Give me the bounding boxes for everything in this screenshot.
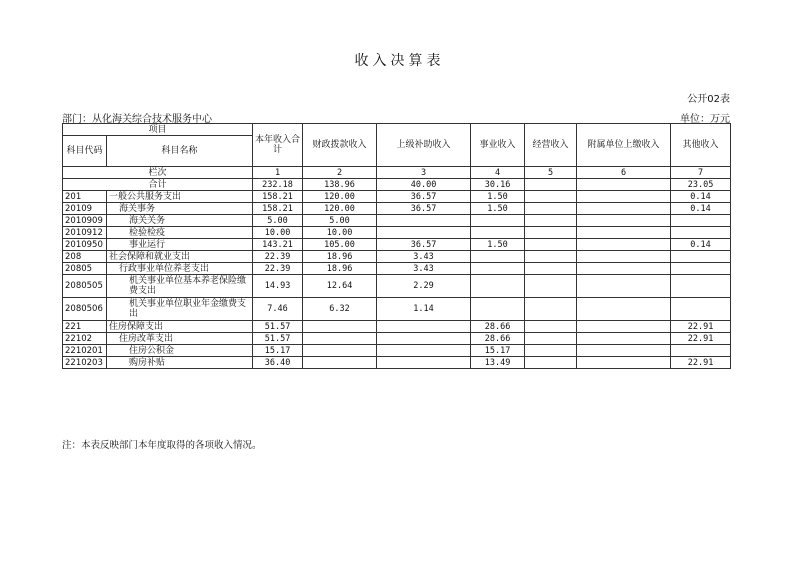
subject-name: 行政事业单位养老支出 xyxy=(107,263,253,275)
total-value xyxy=(577,179,671,191)
amount-cell: 22.91 xyxy=(671,357,731,369)
amount-cell: 12.64 xyxy=(303,275,377,298)
header-code: 科目代码 xyxy=(63,136,107,167)
subject-name: 机关事业单位基本养老保险缴费支出 xyxy=(107,275,253,298)
column-number: 6 xyxy=(577,167,671,179)
header-project: 项目 xyxy=(63,124,253,136)
amount-cell: 10.00 xyxy=(303,227,377,239)
amount-cell xyxy=(577,191,671,203)
amount-cell: 105.00 xyxy=(303,239,377,251)
total-value: 40.00 xyxy=(377,179,471,191)
amount-cell xyxy=(671,298,731,321)
table-row xyxy=(63,203,731,215)
subject-name: 一般公共服务支出 xyxy=(107,191,253,203)
amount-cell xyxy=(377,333,471,345)
amount-cell: 3.43 xyxy=(377,251,471,263)
amount-cell: 0.14 xyxy=(671,239,731,251)
amount-cell: 1.50 xyxy=(471,239,525,251)
column-number: 7 xyxy=(671,167,731,179)
subject-name: 机关事业单位职业年金缴费支出 xyxy=(107,298,253,321)
amount-cell: 51.57 xyxy=(253,333,303,345)
amount-cell xyxy=(525,321,577,333)
amount-cell: 22.39 xyxy=(253,251,303,263)
header-affiliated: 附属单位上缴收入 xyxy=(577,124,671,167)
amount-cell xyxy=(577,333,671,345)
total-value: 232.18 xyxy=(253,179,303,191)
income-table xyxy=(62,123,731,369)
amount-cell: 5.00 xyxy=(253,215,303,227)
amount-cell: 10.00 xyxy=(253,227,303,239)
table-row xyxy=(63,333,731,345)
subject-name: 海关关务 xyxy=(107,215,253,227)
subject-name: 住房保障支出 xyxy=(107,321,253,333)
amount-cell: 36.57 xyxy=(377,191,471,203)
amount-cell xyxy=(525,203,577,215)
table-row xyxy=(63,321,731,333)
amount-cell xyxy=(377,215,471,227)
amount-cell xyxy=(471,263,525,275)
amount-cell xyxy=(577,203,671,215)
subject-name: 事业运行 xyxy=(107,239,253,251)
subject-code: 2210203 xyxy=(63,357,107,369)
amount-cell xyxy=(471,215,525,227)
amount-cell xyxy=(377,227,471,239)
amount-cell xyxy=(377,345,471,357)
amount-cell: 36.40 xyxy=(253,357,303,369)
column-number: 1 xyxy=(253,167,303,179)
amount-cell: 22.39 xyxy=(253,263,303,275)
total-row xyxy=(63,179,731,191)
subject-code: 2080505 xyxy=(63,275,107,298)
header-business: 事业收入 xyxy=(471,124,525,167)
unit-label: 单位：万元 xyxy=(680,114,730,125)
amount-cell xyxy=(471,251,525,263)
amount-cell xyxy=(525,215,577,227)
amount-cell: 18.96 xyxy=(303,263,377,275)
amount-cell xyxy=(377,321,471,333)
table-row xyxy=(63,298,731,321)
amount-cell: 28.66 xyxy=(471,321,525,333)
header-row-1 xyxy=(63,124,731,136)
table-row xyxy=(63,239,731,251)
total-value xyxy=(525,179,577,191)
amount-cell: 143.21 xyxy=(253,239,303,251)
column-number: 4 xyxy=(471,167,525,179)
table-note: 注：本表反映部门本年度取得的各项收入情况。 xyxy=(62,440,262,451)
subject-code: 22102 xyxy=(63,333,107,345)
form-number: 公开02表 xyxy=(687,94,730,105)
amount-cell xyxy=(525,345,577,357)
total-value: 23.05 xyxy=(671,179,731,191)
amount-cell xyxy=(303,333,377,345)
total-value: 138.96 xyxy=(303,179,377,191)
amount-cell: 120.00 xyxy=(303,191,377,203)
amount-cell: 2.29 xyxy=(377,275,471,298)
amount-cell: 158.21 xyxy=(253,203,303,215)
header-superior: 上级补助收入 xyxy=(377,124,471,167)
header-name: 科目名称 xyxy=(107,136,253,167)
subject-code: 2010912 xyxy=(63,227,107,239)
amount-cell: 22.91 xyxy=(671,321,731,333)
amount-cell: 1.50 xyxy=(471,203,525,215)
amount-cell xyxy=(577,321,671,333)
subject-code: 20109 xyxy=(63,203,107,215)
amount-cell xyxy=(577,251,671,263)
amount-cell: 3.43 xyxy=(377,263,471,275)
amount-cell: 1.14 xyxy=(377,298,471,321)
table-row xyxy=(63,227,731,239)
amount-cell xyxy=(577,227,671,239)
amount-cell xyxy=(525,239,577,251)
amount-cell: 0.14 xyxy=(671,191,731,203)
amount-cell: 5.00 xyxy=(303,215,377,227)
amount-cell xyxy=(525,191,577,203)
amount-cell xyxy=(471,298,525,321)
amount-cell xyxy=(377,357,471,369)
amount-cell xyxy=(471,227,525,239)
amount-cell xyxy=(525,357,577,369)
amount-cell xyxy=(671,263,731,275)
subject-code: 2080506 xyxy=(63,298,107,321)
amount-cell xyxy=(577,357,671,369)
table-row xyxy=(63,191,731,203)
amount-cell: 18.96 xyxy=(303,251,377,263)
amount-cell: 28.66 xyxy=(471,333,525,345)
amount-cell xyxy=(577,275,671,298)
amount-cell xyxy=(671,215,731,227)
total-label: 合计 xyxy=(63,179,253,191)
table-row xyxy=(63,251,731,263)
header-operating: 经营收入 xyxy=(525,124,577,167)
subject-code: 221 xyxy=(63,321,107,333)
table-body xyxy=(63,124,731,369)
subject-name: 检验检疫 xyxy=(107,227,253,239)
subject-name: 海关事务 xyxy=(107,203,253,215)
amount-cell xyxy=(525,333,577,345)
amount-cell xyxy=(303,357,377,369)
amount-cell xyxy=(577,263,671,275)
subject-code: 208 xyxy=(63,251,107,263)
column-number: 5 xyxy=(525,167,577,179)
subject-name: 社会保障和就业支出 xyxy=(107,251,253,263)
subject-code: 2010950 xyxy=(63,239,107,251)
table-row xyxy=(63,215,731,227)
header-other: 其他收入 xyxy=(671,124,731,167)
amount-cell: 36.57 xyxy=(377,203,471,215)
amount-cell: 1.50 xyxy=(471,191,525,203)
department-label: 部门：从化海关综合技术服务中心 xyxy=(62,114,212,125)
subject-code: 2010909 xyxy=(63,215,107,227)
amount-cell: 0.14 xyxy=(671,203,731,215)
amount-cell: 22.91 xyxy=(671,333,731,345)
amount-cell: 36.57 xyxy=(377,239,471,251)
table-row xyxy=(63,345,731,357)
amount-cell xyxy=(303,345,377,357)
amount-cell: 15.17 xyxy=(471,345,525,357)
header-total-income: 本年收入合计 xyxy=(253,124,303,167)
total-value: 30.16 xyxy=(471,179,525,191)
amount-cell: 7.46 xyxy=(253,298,303,321)
amount-cell xyxy=(671,275,731,298)
amount-cell: 51.57 xyxy=(253,321,303,333)
amount-cell xyxy=(577,239,671,251)
amount-cell xyxy=(671,227,731,239)
column-number-row xyxy=(63,167,731,179)
amount-cell xyxy=(671,251,731,263)
amount-cell xyxy=(671,345,731,357)
amount-cell: 6.32 xyxy=(303,298,377,321)
amount-cell xyxy=(525,251,577,263)
amount-cell: 120.00 xyxy=(303,203,377,215)
amount-cell: 15.17 xyxy=(253,345,303,357)
column-number: 2 xyxy=(303,167,377,179)
amount-cell xyxy=(525,298,577,321)
amount-cell xyxy=(303,321,377,333)
subject-name: 住房改革支出 xyxy=(107,333,253,345)
amount-cell xyxy=(525,263,577,275)
header-fiscal: 财政拨款收入 xyxy=(303,124,377,167)
amount-cell xyxy=(471,275,525,298)
table-row xyxy=(63,357,731,369)
amount-cell: 13.49 xyxy=(471,357,525,369)
amount-cell xyxy=(525,275,577,298)
amount-cell xyxy=(577,298,671,321)
subject-name: 购房补贴 xyxy=(107,357,253,369)
page-title: 收入决算表 xyxy=(354,53,445,69)
amount-cell: 14.93 xyxy=(253,275,303,298)
table-row xyxy=(63,263,731,275)
table-row xyxy=(63,275,731,298)
amount-cell xyxy=(577,215,671,227)
subject-code: 20805 xyxy=(63,263,107,275)
column-number: 3 xyxy=(377,167,471,179)
subject-code: 2210201 xyxy=(63,345,107,357)
subject-name: 住房公积金 xyxy=(107,345,253,357)
amount-cell: 158.21 xyxy=(253,191,303,203)
subject-code: 201 xyxy=(63,191,107,203)
amount-cell xyxy=(577,345,671,357)
column-label: 栏次 xyxy=(63,167,253,179)
amount-cell xyxy=(525,227,577,239)
